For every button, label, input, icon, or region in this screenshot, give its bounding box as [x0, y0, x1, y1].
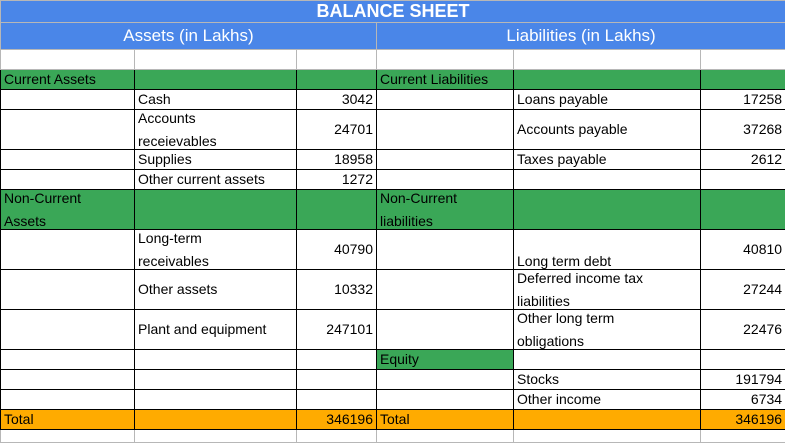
total-fill-cell[interactable] — [514, 410, 701, 430]
taxes-payable-value[interactable]: 2612 — [701, 150, 785, 170]
sheet-title[interactable]: BALANCE SHEET — [1, 1, 785, 23]
empty-cell[interactable] — [1, 350, 135, 370]
section-fill-cell[interactable] — [297, 190, 377, 230]
empty-cell[interactable] — [377, 150, 514, 170]
liabilities-total-value[interactable]: 346196 — [701, 410, 785, 430]
receivables-label[interactable] — [135, 110, 297, 150]
empty-cell[interactable] — [514, 430, 701, 443]
plant-equipment-label[interactable]: Plant and equipment — [135, 310, 297, 350]
other-current-assets-value[interactable]: 1272 — [297, 170, 377, 190]
long-term-receivables-line1: Long-term — [138, 230, 293, 246]
empty-cell[interactable] — [1, 230, 135, 270]
other-assets-label[interactable]: Other assets — [135, 270, 297, 310]
empty-cell[interactable] — [1, 150, 135, 170]
empty-cell[interactable] — [701, 170, 785, 190]
empty-cell[interactable] — [1, 430, 135, 443]
deferred-tax-label[interactable] — [514, 270, 701, 310]
taxes-payable-label[interactable]: Taxes payable — [514, 150, 701, 170]
empty-cell[interactable] — [701, 350, 785, 370]
empty-cell[interactable] — [297, 430, 377, 443]
receivables-label-line2: receievables — [138, 133, 293, 149]
stocks-value[interactable]: 191794 — [701, 370, 785, 390]
total-fill-cell[interactable] — [135, 410, 297, 430]
empty-cell[interactable] — [514, 350, 701, 370]
loans-payable-label[interactable]: Loans payable — [514, 90, 701, 110]
deferred-tax-line1: Deferred income tax — [517, 270, 697, 286]
empty-cell[interactable] — [377, 370, 514, 390]
other-income-label[interactable]: Other income — [514, 390, 701, 410]
section-fill-cell[interactable] — [701, 70, 785, 90]
non-current-assets-line2: Assets — [4, 213, 131, 229]
empty-cell[interactable] — [297, 370, 377, 390]
section-fill-cell[interactable] — [514, 70, 701, 90]
empty-cell[interactable] — [377, 390, 514, 410]
non-current-assets-line1: Non-Current — [4, 190, 131, 206]
empty-cell[interactable] — [1, 370, 135, 390]
empty-cell[interactable] — [135, 350, 297, 370]
empty-cell[interactable] — [377, 110, 514, 150]
cash-value[interactable]: 3042 — [297, 90, 377, 110]
receivables-value[interactable]: 24701 — [297, 110, 377, 150]
empty-cell[interactable] — [701, 50, 785, 70]
cash-label[interactable]: Cash — [135, 90, 297, 110]
empty-cell[interactable] — [1, 270, 135, 310]
assets-total-label[interactable]: Total — [1, 410, 135, 430]
empty-cell[interactable] — [297, 50, 377, 70]
stocks-label[interactable]: Stocks — [514, 370, 701, 390]
empty-cell[interactable] — [1, 390, 135, 410]
empty-cell[interactable] — [297, 350, 377, 370]
empty-cell[interactable] — [297, 390, 377, 410]
equity-section[interactable]: Equity — [377, 350, 514, 370]
assets-total-value[interactable]: 346196 — [297, 410, 377, 430]
other-long-term-label[interactable] — [514, 310, 701, 350]
supplies-label[interactable]: Supplies — [135, 150, 297, 170]
empty-cell[interactable] — [377, 230, 514, 270]
empty-cell[interactable] — [135, 390, 297, 410]
other-assets-value[interactable]: 10332 — [297, 270, 377, 310]
empty-cell[interactable] — [514, 170, 701, 190]
empty-cell[interactable] — [701, 430, 785, 443]
other-current-assets-label[interactable]: Other current assets — [135, 170, 297, 190]
assets-header[interactable]: Assets (in Lakhs) — [1, 23, 377, 50]
section-fill-cell[interactable] — [514, 190, 701, 230]
plant-equipment-value[interactable]: 247101 — [297, 310, 377, 350]
receivables-label-line1: Accounts — [138, 110, 293, 126]
empty-cell[interactable] — [1, 170, 135, 190]
empty-cell[interactable] — [1, 310, 135, 350]
section-fill-cell[interactable] — [297, 70, 377, 90]
accounts-payable-value[interactable]: 37268 — [701, 110, 785, 150]
loans-payable-value[interactable]: 17258 — [701, 90, 785, 110]
empty-cell[interactable] — [377, 50, 514, 70]
empty-cell[interactable] — [1, 90, 135, 110]
long-term-debt-value[interactable]: 40810 — [701, 230, 785, 270]
section-fill-cell[interactable] — [701, 190, 785, 230]
empty-cell[interactable] — [377, 90, 514, 110]
non-current-liabilities-line1: Non-Current — [380, 190, 510, 206]
liabilities-total-label[interactable]: Total — [377, 410, 514, 430]
empty-cell[interactable] — [1, 50, 135, 70]
deferred-tax-value[interactable]: 27244 — [701, 270, 785, 310]
empty-cell[interactable] — [135, 50, 297, 70]
empty-cell[interactable] — [377, 310, 514, 350]
other-income-value[interactable]: 6734 — [701, 390, 785, 410]
empty-cell[interactable] — [135, 370, 297, 390]
long-term-receivables-line2: receivables — [138, 253, 293, 269]
long-term-receivables-value[interactable]: 40790 — [297, 230, 377, 270]
empty-cell[interactable] — [135, 430, 297, 443]
deferred-tax-line2: liabilities — [517, 293, 697, 309]
current-liabilities-section[interactable]: Current Liabilities — [377, 70, 514, 90]
section-fill-cell[interactable] — [135, 190, 297, 230]
empty-cell[interactable] — [514, 50, 701, 70]
empty-cell[interactable] — [1, 110, 135, 150]
other-long-term-line1: Other long term — [517, 310, 697, 326]
non-current-liabilities-line2: liabilities — [380, 213, 510, 229]
non-current-liabilities-section[interactable] — [377, 190, 514, 230]
accounts-payable-label[interactable]: Accounts payable — [514, 110, 701, 150]
non-current-assets-section[interactable] — [1, 190, 135, 230]
long-term-debt-label[interactable]: Long term debt — [514, 230, 701, 270]
section-fill-cell[interactable] — [135, 70, 297, 90]
empty-cell[interactable] — [377, 430, 514, 443]
current-assets-section[interactable]: Current Assets — [1, 70, 135, 90]
other-long-term-value[interactable]: 22476 — [701, 310, 785, 350]
other-long-term-line2: obligations — [517, 333, 697, 349]
supplies-value[interactable]: 18958 — [297, 150, 377, 170]
empty-cell[interactable] — [377, 270, 514, 310]
liabilities-header[interactable]: Liabilities (in Lakhs) — [377, 23, 785, 50]
long-term-receivables-label[interactable] — [135, 230, 297, 270]
empty-cell[interactable] — [377, 170, 514, 190]
